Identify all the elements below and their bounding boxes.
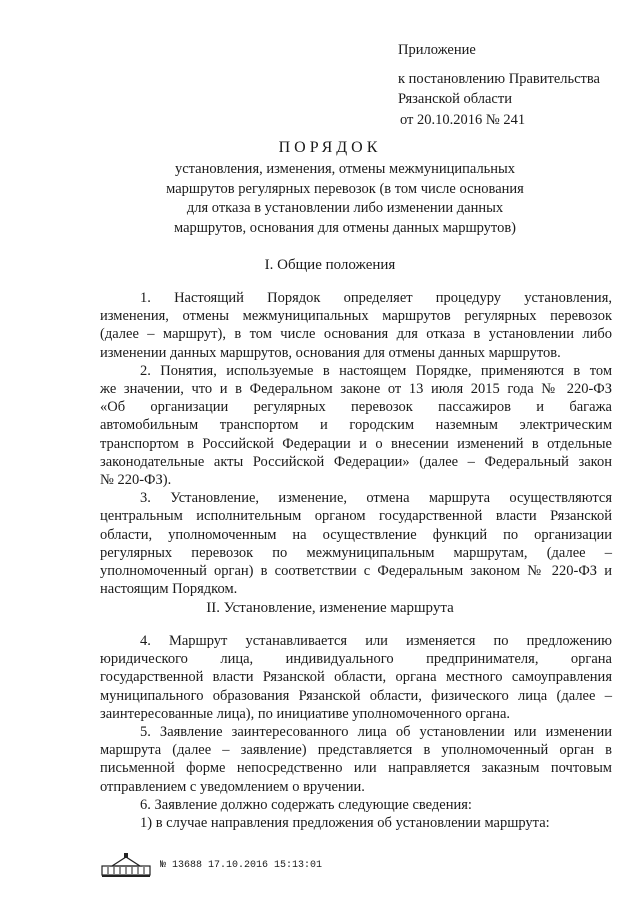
paragraph-line: регулярных перевозок по межмуниципальным маршрутам, (далее – <box>100 544 612 561</box>
section-1-body <box>100 289 612 598</box>
section-1-heading: I. Общие положения <box>264 257 396 273</box>
paragraph-line: 1) в случае направления предложения об установлении маршрута: <box>140 815 550 832</box>
appendix-line-date: от 20.10.2016 № 241 <box>400 111 526 128</box>
paragraph-line: 5. Заявление заинтересованного лица об установлении или изменении <box>140 724 612 741</box>
paragraph-line: настоящим Порядком. <box>100 581 238 598</box>
subtitle-line: маршрутов, основания для отмены данных маршрутов) <box>174 219 516 236</box>
document-subtitle <box>90 160 600 238</box>
subtitle-line: для отказа в установлении либо изменении данных <box>186 200 504 216</box>
paragraph-line: письменной форме непосредственно или направляется заказным почтовым <box>100 760 612 777</box>
paragraph-line: центральным исполнительным органом государственной власти Рязанской <box>100 508 612 525</box>
appendix-line-region: Рязанской области <box>398 91 512 107</box>
paragraph <box>100 362 612 489</box>
registration-number: № 13688 17.10.2016 15:13:01 <box>160 859 323 871</box>
paragraph-line: 6. Заявление должно содержать следующие сведения: <box>140 796 472 813</box>
section-2-heading: II. Установление, изменение маршрута <box>206 600 454 616</box>
subtitle-line: маршрутов регулярных перевозок (в том числе основания <box>166 180 524 197</box>
registration-footer <box>100 852 322 878</box>
paragraph <box>100 632 612 723</box>
paragraph-line: законодательные акты Российской Федерации» (далее – Федеральный закон <box>100 453 612 470</box>
paragraph-line: 4. Маршрут устанавливается или изменяется по предложению <box>140 633 612 649</box>
subtitle-line: установления, изменения, отмены межмуниципальных <box>174 161 516 177</box>
building-logo-icon <box>100 852 152 878</box>
paragraph <box>100 289 612 362</box>
paragraph-line: 2. Понятия, используемые в настоящем Порядке, применяются в том <box>140 362 612 379</box>
paragraph-line: «Об организации регулярных перевозок пассажиров и багажа <box>100 399 612 416</box>
paragraph <box>100 489 612 598</box>
paragraph-line: (далее – маршрут), в том числе основания для отказа в установлении либо <box>100 326 612 343</box>
paragraph-line: отправлением с уведомлением о вручении. <box>100 778 365 795</box>
paragraph-line: автомобильным транспортом и городским наземным электрическим <box>100 417 612 434</box>
appendix-block <box>398 40 600 130</box>
paragraph-line: же значении, что и в Федеральном законе от 13 июля 2015 года № 220-ФЗ <box>100 381 612 398</box>
paragraph-line: маршрута (далее – заявление) представляется в уполномоченный орган в <box>100 742 612 759</box>
paragraph-line: юридического лица, индивидуального предпринимателя, органа <box>100 651 612 668</box>
paragraph-line: транспортом в Российской Федерации и о внесении изменений в отдельные <box>100 435 612 452</box>
paragraph-line: 1. Настоящий Порядок определяет процедуру установления, <box>140 290 612 306</box>
section-2-body <box>100 632 612 832</box>
paragraph-line: государственной власти Рязанской области, органа местного самоуправления <box>100 669 612 686</box>
paragraph <box>100 796 612 814</box>
paragraph-line: 3. Установление, изменение, отмена маршрута осуществляются <box>140 490 612 507</box>
paragraph-line: № 220-ФЗ). <box>100 472 172 489</box>
paragraph-line: заинтересованные лица), по инициативе уполномоченного органа. <box>100 705 511 722</box>
paragraph-line: изменения, отмены межмуниципальных маршрутов регулярных перевозок <box>100 308 612 325</box>
appendix-title: Приложение <box>398 42 476 58</box>
appendix-line-resolution: к постановлению Правительства <box>398 70 600 87</box>
paragraph-line: изменении данных маршрутов, основания для отмены данных маршрутов. <box>100 344 561 361</box>
paragraph <box>100 723 612 796</box>
paragraph-line: уполномоченный орган) в соответствии с Федеральным законом № 220-ФЗ и <box>100 563 612 580</box>
paragraph-line: области, уполномоченным на осуществление функций по организации <box>100 526 612 543</box>
document-title: ПОРЯДОК <box>278 139 382 156</box>
paragraph-line: муниципального образования Рязанской области, физического лица (далее – <box>100 687 612 704</box>
paragraph <box>100 814 612 832</box>
